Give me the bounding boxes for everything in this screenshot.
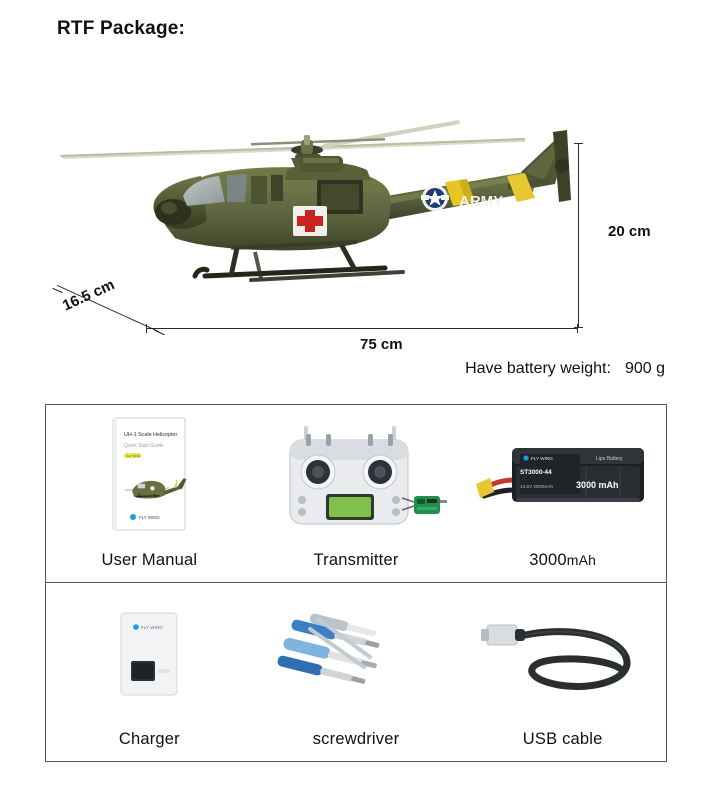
length-label: 75 cm	[360, 336, 403, 353]
package-item-charger	[46, 583, 253, 761]
manual-icon	[46, 405, 253, 545]
receiver-icon	[402, 496, 447, 514]
helicopter-svg	[55, 80, 575, 310]
usb-cable-icon	[459, 583, 666, 724]
helicopter-image	[55, 80, 575, 310]
battery-capacity-value: 3000	[529, 551, 567, 569]
length-dimension-line	[146, 328, 578, 329]
package-contents-row-2	[46, 583, 666, 761]
package-contents-table	[45, 404, 667, 762]
battery-weight-label: Have battery weight:	[465, 360, 611, 377]
svg-text:FLY WING: FLY WING	[141, 624, 164, 630]
package-contents-row-1	[46, 405, 666, 583]
charger-icon	[46, 583, 253, 724]
package-item-user-manual	[46, 405, 253, 582]
package-item-screwdriver	[253, 583, 460, 761]
battery-capacity-unit: mAh	[566, 552, 597, 568]
height-dimension-line	[578, 143, 579, 328]
height-label: 20 cm	[608, 223, 651, 240]
package-item-usb-cable	[459, 583, 666, 761]
screwdriver-icon	[253, 583, 460, 724]
screwdriver-label: screwdriver	[312, 730, 400, 748]
battery-weight-note	[465, 360, 665, 378]
svg-text:Lipo Battery: Lipo Battery	[595, 456, 623, 462]
svg-text:ST3000-44: ST3000-44	[519, 469, 552, 476]
package-item-battery	[459, 405, 666, 582]
depth-label: 16.5 cm	[60, 276, 118, 315]
transmitter-label: Transmitter	[313, 551, 399, 569]
user-manual-label: User Manual	[101, 551, 198, 569]
battery-icon	[459, 405, 666, 545]
svg-text:14.8V 3000mAh: 14.8V 3000mAh	[519, 484, 553, 489]
svg-text:FLY WING: FLY WING	[126, 454, 142, 458]
page-title: RTF Package:	[57, 18, 186, 39]
svg-text:UH-1 Scale Helicopter: UH-1 Scale Helicopter	[124, 432, 178, 438]
battery-weight-value: 900 g	[624, 360, 665, 377]
main-rotor-blades	[60, 120, 525, 159]
battery-capacity-label	[529, 545, 596, 570]
svg-text:FLY WING: FLY WING	[139, 515, 161, 520]
svg-text:Quick Start Guide: Quick Start Guide	[124, 443, 164, 449]
svg-text:3000 mAh: 3000 mAh	[575, 480, 619, 490]
product-dimension-diagram	[0, 55, 713, 377]
charger-label: Charger	[118, 730, 180, 748]
package-item-transmitter	[253, 405, 460, 582]
svg-text:FLY WING: FLY WING	[530, 456, 553, 461]
usb-cable-label: USB cable	[522, 730, 603, 748]
army-text: ARMY	[459, 193, 504, 210]
red-cross-marking	[293, 206, 327, 236]
transmitter-icon	[253, 405, 460, 545]
